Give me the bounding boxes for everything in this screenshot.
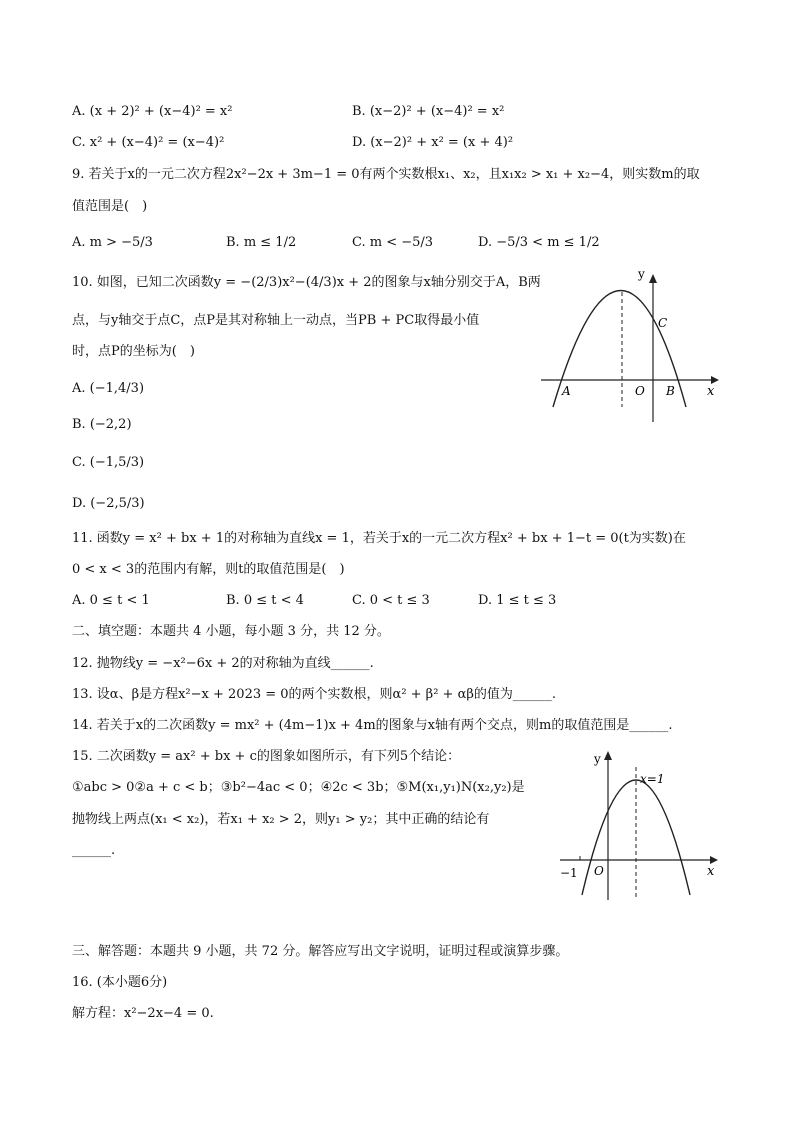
q10-label-y: y [638,267,645,281]
q15-label-axis: x=1 [640,772,665,786]
q8-option-c: C. x² + (x−4)² = (x−4)² [72,135,225,150]
q10-option-d: D. (−2,5/3) [72,496,145,511]
q10-option-c: C. (−1,5/3) [72,455,145,470]
q11-option-b: B. 0 ≤ t < 4 [226,593,304,608]
q10-label-a: A [562,384,571,398]
q15-line-2: ①abc > 0②a + c < b；③b²−4ac < 0；④2c < 3b；⑤M(x₁,y₁)N(x₂,y₂)是 [72,780,525,795]
q16-header: 16. (本小题6分) [72,975,168,990]
q15-parabola-figure [552,745,727,905]
q15-line-1: 15. 二次函数y = ax² + bx + c的图象如图所示，有下列5个结论： [72,749,461,764]
q10-option-a: A. (−1,4/3) [72,381,145,396]
q15-line-4: ______. [72,843,116,858]
q9-option-d: D. −5/3 < m ≤ 1/2 [478,235,600,250]
q8-option-d: D. (x−2)² + x² = (x + 4)² [352,135,514,150]
q10-y-arrow-icon [649,274,657,283]
q15-label-x: x [707,864,715,879]
q8-option-a: A. (x + 2)² + (x−4)² = x² [72,104,233,119]
q13-text: 13. 设α、β是方程x²−x + 2023 = 0的两个实数根，则α² + β² + αβ的值为______. [72,687,556,702]
q15-x-arrow-icon [710,856,718,864]
q10-label-o: O [635,384,645,398]
q10-line-1: 10. 如图，已知二次函数y = −(2/3)x²−(4/3)x + 2的图象与x轴分别交于A，B两 [72,275,541,290]
q10-x-arrow-icon [711,376,719,384]
q16-text: 解方程：x²−2x−4 = 0. [72,1006,214,1021]
q9-option-a: A. m > −5/3 [72,235,153,250]
q11-line-2: 0 < x < 3的范围内有解，则t的取值范围是( ) [72,562,345,577]
q11-line-1: 11. 函数y = x² + bx + 1的对称轴为直线x = 1，若关于x的一元二次方程x² + bx + 1−t = 0(t为实数)在 [72,531,686,546]
q15-label-o: O [594,864,604,878]
q15-line-3: 抛物线上两点(x₁ < x₂)，若x₁ + x₂ > 2，则y₁ > y₂；其中正确的结论有 [72,812,490,827]
q15-label-y: y [594,752,601,766]
q10-label-c: C [658,316,668,330]
q11-option-a: A. 0 ≤ t < 1 [72,593,150,608]
section-2-heading: 二、填空题：本题共 4 小题，每小题 3 分，共 12 分。 [72,624,390,639]
q9-line-1: 9. 若关于x的一元二次方程2x²−2x + 3m−1 = 0有两个实数根x₁、x₂，且x₁x₂ > x₁ + x₂−4，则实数m的取 [72,167,700,182]
q11-option-c: C. 0 < t ≤ 3 [352,593,430,608]
q15-label-neg1: −1 [560,866,578,880]
section-3-heading: 三、解答题：本题共 9 小题，共 72 分。解答应写出文字说明，证明过程或演算步骤。 [72,944,569,959]
q15-y-arrow-icon [604,751,612,760]
q10-label-b: B [666,384,675,398]
q10-parabola-figure [535,262,725,427]
q9-line-2: 值范围是( ) [72,199,148,214]
q9-option-c: C. m < −5/3 [352,235,434,250]
q10-option-b: B. (−2,2) [72,417,132,432]
q9-option-b: B. m ≤ 1/2 [226,235,297,250]
q8-option-b: B. (x−2)² + (x−4)² = x² [352,104,505,119]
q12-text: 12. 抛物线y = −x²−6x + 2的对称轴为直线______. [72,656,374,671]
q14-text: 14. 若关于x的二次函数y = mx² + (4m−1)x + 4m的图象与x轴有两个交点，则m的取值范围是______. [72,718,673,733]
q10-label-x: x [707,384,715,399]
q10-line-3: 时，点P的坐标为( ) [72,344,195,359]
q11-option-d: D. 1 ≤ t ≤ 3 [478,593,557,608]
q10-line-2: 点，与y轴交于点C，点P是其对称轴上一动点，当PB + PC取得最小值 [72,313,480,328]
